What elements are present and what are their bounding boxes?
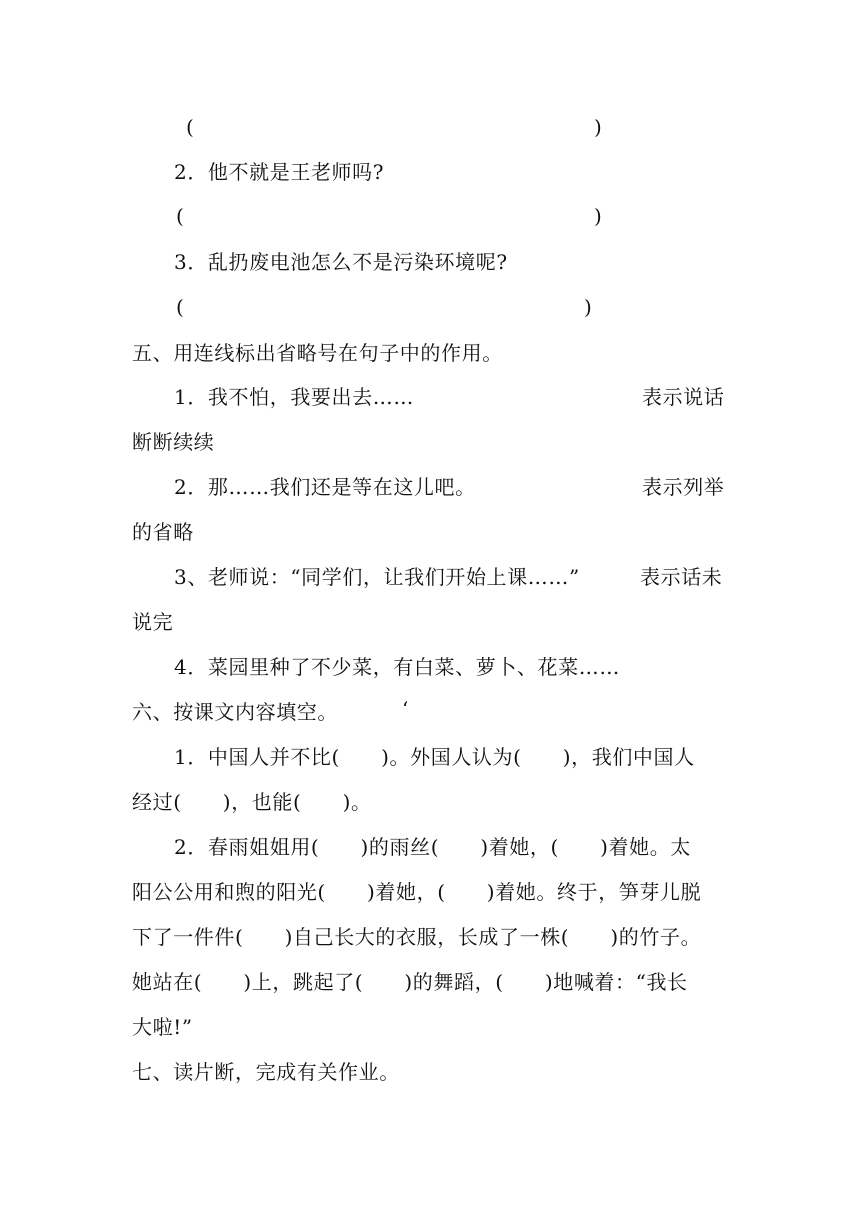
fill-blank-line: 2．春雨姐姐用( )的雨丝( )着她，( )着她。太 <box>174 835 691 859</box>
matching-sentence: 3、老师说：“同学们，让我们开始上课……” <box>174 565 580 589</box>
question-line: 2．他不就是王老师吗? <box>174 160 385 184</box>
section-heading: 六、按课文内容填空。 <box>132 700 338 724</box>
stray-mark: ‘ <box>402 697 409 721</box>
section-heading: 五、用连线标出省略号在句子中的作用。 <box>132 341 503 365</box>
blank-open-paren: ( <box>176 204 184 228</box>
matching-meaning: 表示说话 <box>642 385 725 409</box>
fill-blank-line: 阳公公用和煦的阳光( )着她，( )着她。终于，笋芽儿脱 <box>132 880 702 904</box>
matching-meaning: 表示话未 <box>640 565 723 589</box>
fill-blank-line: 经过( )，也能( )。 <box>132 790 372 814</box>
blank-close-paren: ) <box>594 204 602 228</box>
matching-meaning: 表示列举 <box>642 475 725 499</box>
matching-sentence: 1．我不怕，我要出去…… <box>174 385 414 409</box>
blank-close-paren: ) <box>594 115 602 139</box>
fill-blank-line: 1．中国人并不比( )。外国人认为( )，我们中国人 <box>174 745 695 769</box>
fill-blank-line: 她站在( )上，跳起了( )的舞蹈，( )地喊着：“我长 <box>132 970 688 994</box>
fill-blank-line: 下了一件件( )自己长大的衣服，长成了一株( )的竹子。 <box>132 925 702 949</box>
matching-meaning-continued: 断断续续 <box>132 430 215 454</box>
matching-sentence: 4．菜园里种了不少菜，有白菜、萝卜、花菜…… <box>174 655 620 679</box>
matching-meaning-continued: 说完 <box>132 610 174 634</box>
matching-sentence: 2．那……我们还是等在这儿吧。 <box>174 475 476 499</box>
section-heading: 七、读片断，完成有关作业。 <box>132 1060 400 1084</box>
fill-blank-line: 大啦!” <box>132 1015 193 1039</box>
blank-close-paren: ) <box>584 295 592 319</box>
blank-open-paren: ( <box>186 115 194 139</box>
question-line: 3．乱扔废电池怎么不是污染环境呢? <box>174 250 508 274</box>
matching-meaning-continued: 的省略 <box>132 520 194 544</box>
blank-open-paren: ( <box>176 295 184 319</box>
